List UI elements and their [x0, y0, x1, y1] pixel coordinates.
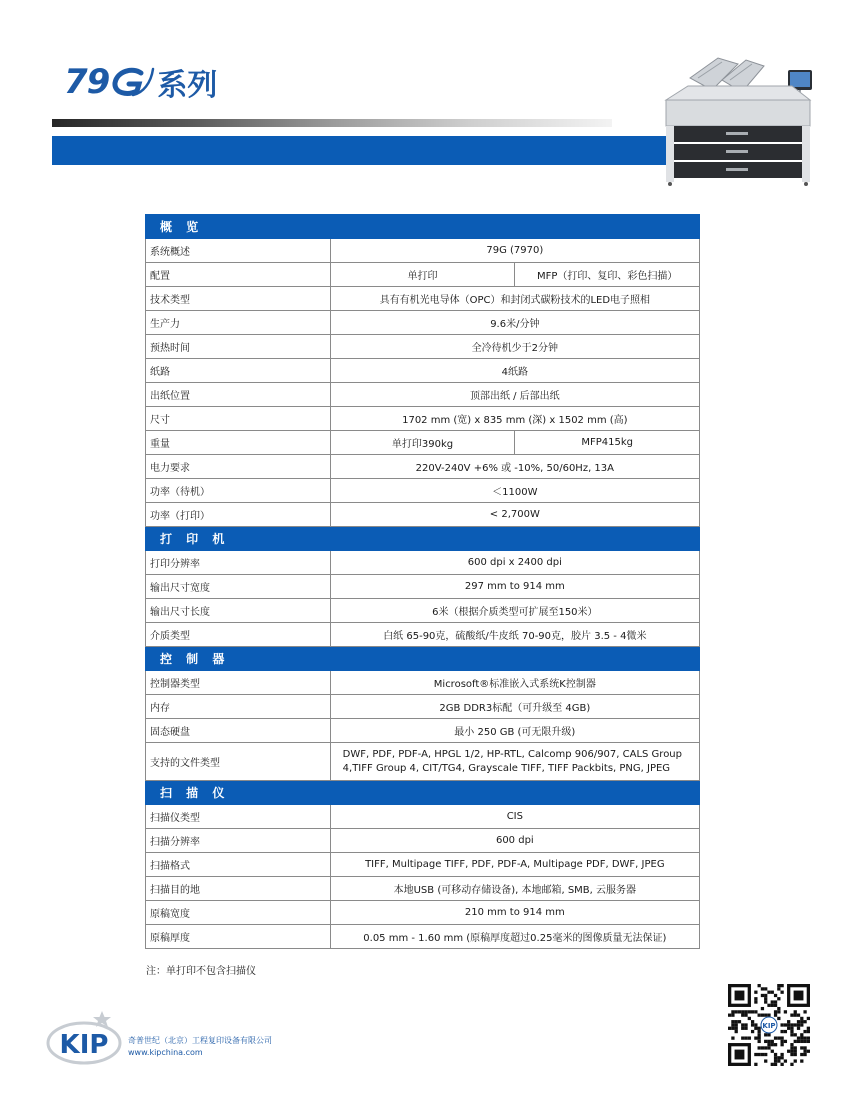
row-label: 系统概述	[146, 239, 331, 263]
table-row	[146, 623, 700, 647]
section-header-overview	[146, 215, 700, 239]
table-row	[146, 599, 700, 623]
row-value: Microsoft®标准嵌入式系统K控制器	[330, 671, 699, 695]
row-value: 2GB DDR3标配（可升级至 4GB)	[330, 695, 699, 719]
row-label: 功率（待机）	[146, 479, 331, 503]
row-label: 控制器类型	[146, 671, 331, 695]
row-value: 600 dpi x 2400 dpi	[330, 551, 699, 575]
section-header-controller	[146, 647, 700, 671]
row-label: 配置	[146, 263, 331, 287]
table-row	[146, 551, 700, 575]
table-row	[146, 311, 700, 335]
table-row	[146, 877, 700, 901]
gradient-bar	[52, 119, 612, 127]
table-row	[146, 853, 700, 877]
table-row	[146, 695, 700, 719]
table-row	[146, 829, 700, 853]
row-value: 9.6米/分钟	[330, 311, 699, 335]
g-swoosh-logo	[111, 65, 155, 99]
section-header-printer	[146, 527, 700, 551]
row-value: ＜1100W	[330, 479, 699, 503]
row-value: 220V-240V +6% 或 -10%, 50/60Hz, 13A	[330, 455, 699, 479]
row-label: 尺寸	[146, 407, 331, 431]
company-info	[128, 1035, 272, 1059]
table-row	[146, 671, 700, 695]
row-label: 纸路	[146, 359, 331, 383]
section-title: 控 制 器	[146, 647, 700, 671]
row-value: 最小 250 GB (可无限升级)	[330, 719, 699, 743]
table-row	[146, 719, 700, 743]
row-label: 生产力	[146, 311, 331, 335]
row-value: 单打印	[330, 263, 515, 287]
row-label: 出纸位置	[146, 383, 331, 407]
table-row	[146, 805, 700, 829]
row-value: 全冷待机少于2分钟	[330, 335, 699, 359]
row-value: 具有有机光电导体（OPC）和封闭式碳粉技术的LED电子照相	[330, 287, 699, 311]
row-label: 扫描仪类型	[146, 805, 331, 829]
row-value: 本地USB (可移动存储设备), 本地邮箱, SMB, 云服务器	[330, 877, 699, 901]
row-label: 电力要求	[146, 455, 331, 479]
table-row	[146, 901, 700, 925]
table-row	[146, 575, 700, 599]
table-row	[146, 359, 700, 383]
row-label: 原稿宽度	[146, 901, 331, 925]
section-title: 打 印 机	[146, 527, 700, 551]
table-row	[146, 239, 700, 263]
row-value: 单打印390kg	[330, 431, 515, 455]
row-label: 原稿厚度	[146, 925, 331, 949]
row-label: 内存	[146, 695, 331, 719]
table-row	[146, 431, 700, 455]
table-row	[146, 743, 700, 781]
footnote: 注：单打印不包含扫描仪	[146, 966, 256, 977]
row-label: 重量	[146, 431, 331, 455]
qr-badge-text: KIP	[762, 1022, 776, 1030]
row-value: 顶部出纸 / 后部出纸	[330, 383, 699, 407]
table-row	[146, 383, 700, 407]
row-label: 输出尺寸宽度	[146, 575, 331, 599]
table-row	[146, 455, 700, 479]
row-label: 介质类型	[146, 623, 331, 647]
row-value: 210 mm to 914 mm	[330, 901, 699, 925]
company-website[interactable]: www.kipchina.com	[128, 1048, 203, 1057]
company-name: 奇普世纪（北京）工程复印设备有限公司	[128, 1036, 272, 1045]
row-value: 0.05 mm - 1.60 mm (原稿厚度超过0.25毫米的图像质量无法保证)	[330, 925, 699, 949]
row-label: 扫描目的地	[146, 877, 331, 901]
row-value: 白纸 65-90克，硫酸纸/牛皮纸 70-90克，胶片 3.5 - 4微米	[330, 623, 699, 647]
table-row	[146, 479, 700, 503]
row-value: 6米（根据介质类型可扩展至150米）	[330, 599, 699, 623]
series-number: 79	[64, 62, 110, 102]
table-row	[146, 925, 700, 949]
row-value: 79G (7970)	[330, 239, 699, 263]
row-label: 预热时间	[146, 335, 331, 359]
row-label: 扫描分辨率	[146, 829, 331, 853]
row-label: 技术类型	[146, 287, 331, 311]
row-value: 297 mm to 914 mm	[330, 575, 699, 599]
row-value: TIFF, Multipage TIFF, PDF, PDF-A, Multipage PDF, DWF, JPEG	[330, 853, 699, 877]
kip-logo	[44, 1007, 126, 1067]
row-value: MFP（打印、复印、彩色扫描）	[515, 263, 700, 287]
row-value: DWF, PDF, PDF-A, HPGL 1/2, HP-RTL, Calcomp 906/907, CALS Group 4,TIFF Group 4, CIT/TG4, Grayscale TIFF, TIFF Packbits, PNG, JPEG	[330, 743, 699, 781]
row-value: 600 dpi	[330, 829, 699, 853]
section-title: 扫 描 仪	[146, 781, 700, 805]
row-value: MFP415kg	[515, 431, 700, 455]
table-row	[146, 287, 700, 311]
series-title	[64, 62, 217, 102]
qr-code-icon	[728, 984, 810, 1066]
blue-band	[52, 136, 666, 165]
row-label: 打印分辨率	[146, 551, 331, 575]
row-value: < 2,700W	[330, 503, 699, 527]
kip-logo-text: KIP	[59, 1030, 109, 1060]
row-label: 功率（打印）	[146, 503, 331, 527]
row-value: 4纸路	[330, 359, 699, 383]
row-value: 1702 mm (宽) x 835 mm (深) x 1502 mm (高)	[330, 407, 699, 431]
table-row	[146, 503, 700, 527]
printer-image	[660, 56, 820, 186]
row-label: 输出尺寸长度	[146, 599, 331, 623]
row-label: 支持的文件类型	[146, 743, 331, 781]
table-row	[146, 263, 700, 287]
row-label: 扫描格式	[146, 853, 331, 877]
row-label: 固态硬盘	[146, 719, 331, 743]
section-header-scanner	[146, 781, 700, 805]
spec-table	[145, 214, 700, 949]
row-value: CIS	[330, 805, 699, 829]
series-suffix: 系列	[157, 68, 218, 103]
table-row	[146, 407, 700, 431]
table-row	[146, 335, 700, 359]
section-title: 概 览	[146, 215, 700, 239]
